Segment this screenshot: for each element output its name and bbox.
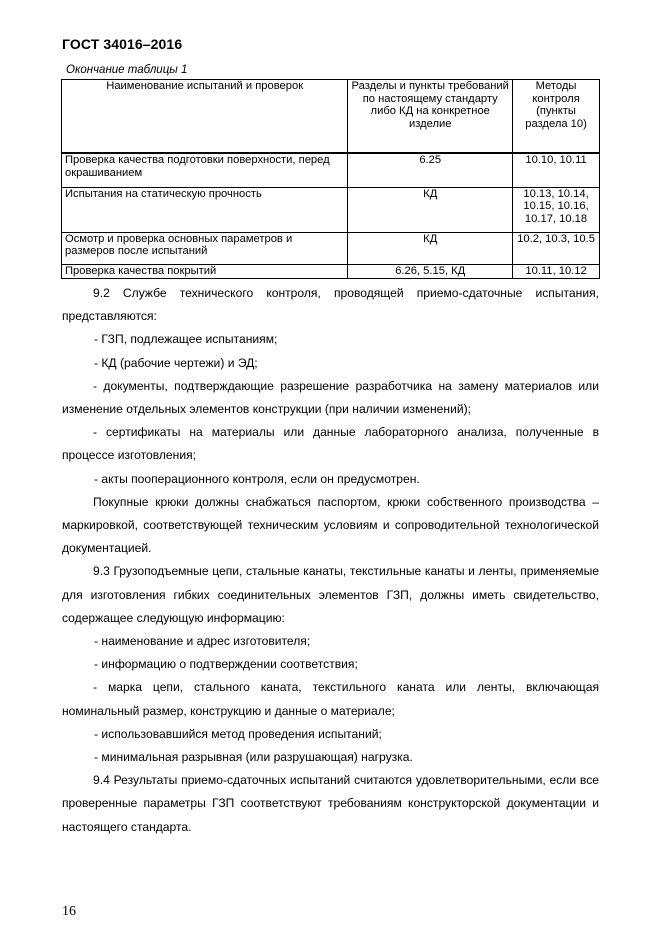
table-cell: КД	[348, 187, 513, 232]
table-caption: Окончание таблицы 1	[66, 64, 188, 76]
list-item: - ГЗП, подлежащее испытаниям;	[94, 332, 278, 347]
paragraph-hooks: Покупные крюки должны снабжаться паспортом, крюки собственного производства – маркировкой, соответствующей техническим условиям и сопроводительной технологической документацией.	[62, 494, 599, 556]
table-cell: Проверка качества подготовки поверхности, перед окрашиванием	[62, 153, 348, 187]
standard-title: ГОСТ 34016–2016	[62, 36, 183, 52]
table-cell: 10.10, 10.11	[513, 153, 600, 187]
list-item: - КД (рабочие чертежи) и ЭД;	[94, 355, 258, 370]
table-cell: Проверка качества покрытий	[62, 264, 348, 278]
table-row	[62, 187, 600, 232]
column-header: Разделы и пункты требований по настоящему стандарту либо КД на конкретное изделие	[348, 80, 513, 154]
table-cell: КД	[348, 232, 513, 264]
column-header: Методы контроля (пункты раздела 10)	[513, 80, 600, 154]
paragraph-9-2: 9.2 Службе технического контроля, проводящей приемо-сдаточные испытания, представляются:	[62, 286, 599, 324]
list-item: - использовавшийся метод проведения испытаний;	[94, 726, 382, 741]
table-row	[62, 264, 600, 278]
table-row	[62, 153, 600, 187]
body-text	[62, 282, 599, 839]
list-item: - документы, подтверждающие разрешение разработчика на замену материалов или изменение отдельных элементов конструкции (при наличии изменений);	[62, 378, 599, 417]
requirements-table	[61, 79, 600, 279]
paragraph-9-3: 9.3 Грузоподъемные цепи, стальные канаты, текстильные канаты и ленты, применяемые для изготовления гибких соединительных элементов ГЗП, должны иметь свидетельство, содержащее следующую информацию:	[62, 564, 599, 625]
table-cell: 10.13, 10.14, 10.15, 10.16, 10.17, 10.18	[513, 187, 600, 232]
list-item: - акты пооперационного контроля, если он предусмотрен.	[94, 471, 420, 486]
list-item: - сертификаты на материалы или данные лабораторного анализа, полученные в процессе изготовления;	[62, 425, 599, 463]
table-cell: 6.26, 5.15, КД	[348, 264, 513, 278]
list-item: - минимальная разрывная (или разрушающая) нагрузка.	[94, 750, 413, 765]
table-cell: 10.2, 10.3, 10.5	[513, 232, 600, 264]
list-item: - информацию о подтверждении соответствия;	[94, 657, 358, 672]
table-cell: Осмотр и проверка основных параметров и размеров после испытаний	[62, 232, 348, 264]
table-cell: 6.25	[348, 153, 513, 187]
table-cell: 10.11, 10.12	[513, 264, 600, 278]
list-item: - наименование и адрес изготовителя;	[94, 634, 311, 649]
list-item: - марка цепи, стального каната, текстильного каната или ленты, включающая номинальный размер, конструкцию и данные о материале;	[62, 680, 599, 718]
table-row	[62, 232, 600, 264]
table-header-row	[62, 80, 600, 154]
paragraph-9-4: 9.4 Результаты приемо-сдаточных испытаний считаются удовлетворительными, если все проверенные параметры ГЗП соответствуют требованиям конструкторской документации и настоящего стандарта.	[62, 773, 599, 834]
column-header: Наименование испытаний и проверок	[62, 80, 348, 154]
table-cell: Испытания на статическую прочность	[62, 187, 348, 232]
page-number: 16	[62, 904, 76, 919]
